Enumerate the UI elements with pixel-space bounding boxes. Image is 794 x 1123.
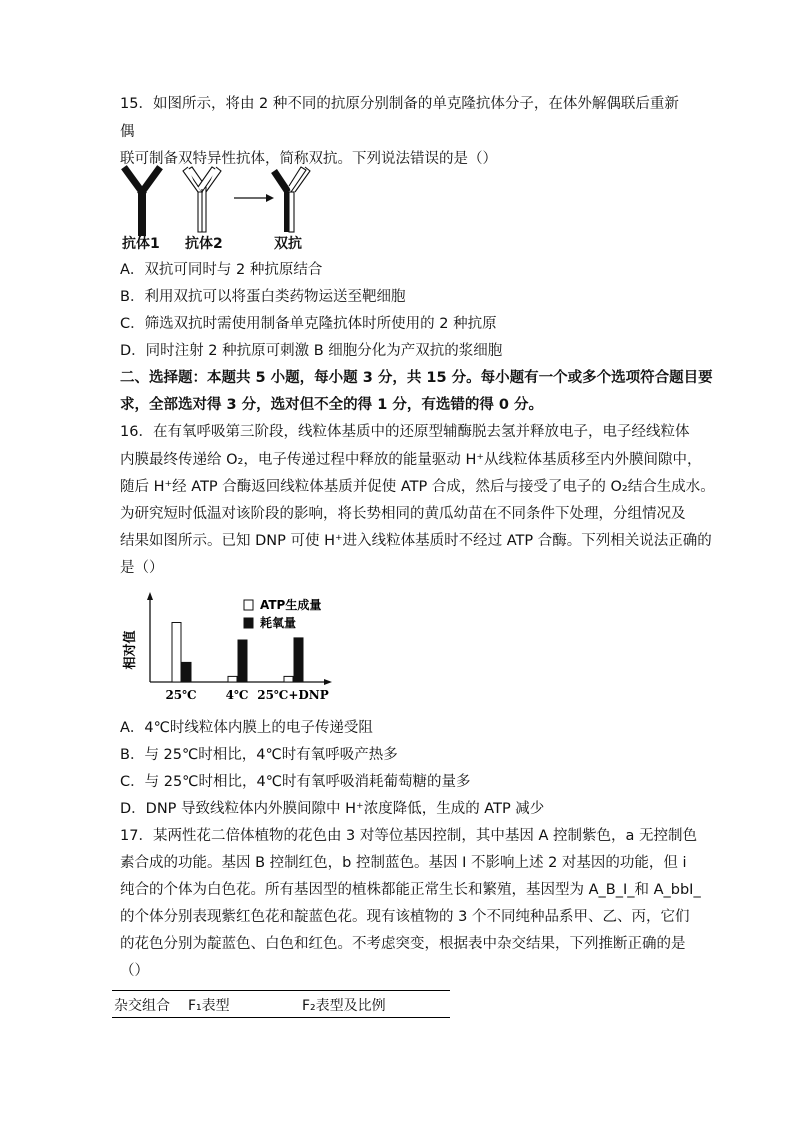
antibody-1-icon [123, 170, 161, 232]
q15-option-b: B．利用双抗可以将蛋白类药物运送至靶细胞 [120, 289, 406, 305]
x-tick-label: 25℃+DNP [257, 688, 329, 702]
arrow-right-icon [234, 194, 274, 202]
q16-stem-line: 结果如图所示。已知 DNP 可使 H⁺进入线粒体基质时不经过 ATP 合酶。下列相关说法正确的 [120, 533, 712, 549]
q17-stem-line: 的花色分别为靛蓝色、白色和红色。不考虑突变，根据表中杂交结果，下列推断正确的是 [120, 936, 686, 952]
antibody-2-icon [183, 167, 221, 232]
chart-y-axis-label: 相对值 [123, 630, 138, 670]
q16-stem-line: 随后 H⁺经 ATP 合酶返回线粒体基质并促使 ATP 合成，然后与接受了电子的 O₂结合生成水。 [120, 479, 715, 495]
cross-results-table [112, 990, 450, 1018]
q15-stem-line: 联可制备双特异性抗体，简称双抗。下列说法错误的是（） [120, 151, 497, 167]
bar-oxygen-1 [182, 662, 191, 682]
bar-oxygen-2 [238, 640, 247, 682]
q16-stem-line: 内膜最终传递给 O₂，电子传递过程中释放的能量驱动 H⁺从线粒体基质移至内外膜间隙中， [120, 452, 702, 468]
q16-option-b: B．与 25℃时相比，4℃时有氧呼吸产热多 [120, 747, 398, 763]
bar-atp-2 [228, 676, 237, 682]
table-header-rule [112, 1017, 450, 1018]
section-2-heading-line2: 求，全部选对得 3 分，选对但不全的得 1 分，有选错的得 0 分。 [120, 397, 544, 413]
table-header-row [112, 991, 450, 1017]
legend-swatch [244, 600, 253, 610]
atp-oxygen-chart [112, 588, 342, 706]
q16-stem-line: 为研究短时低温对该阶段的影响，将长势相同的黄瓜幼苗在不同条件下处理，分组情况及 [120, 506, 686, 522]
q17-stem-tail: （） [120, 963, 149, 979]
bar-atp-3 [284, 676, 293, 682]
q16-stem-line: 16．在有氧呼吸第三阶段，线粒体基质中的还原型辅酶脱去氢并释放电子，电子经线粒体 [120, 424, 690, 440]
x-tick-label: 4℃ [225, 688, 249, 702]
q16-stem-line: 是（） [120, 560, 164, 576]
legend-swatch [244, 618, 253, 628]
chart-y-axis-arrow [147, 592, 153, 600]
table-header-cross: 杂交组合 [114, 998, 170, 1014]
q17-stem-line: 纯合的个体为白色花。所有基因型的植株都能正常生长和繁殖，基因型为 A_B_I_和 A_bbI_ [120, 882, 701, 898]
q15-option-a: A．双抗可同时与 2 种抗原结合 [120, 262, 323, 278]
q17-stem-line: 的个体分别表现紫红色花和靛蓝色花。现有该植物的 3 个不同纯种品系甲、乙、丙，它们 [120, 909, 690, 925]
figure-label-antibody-1: 抗体1 [122, 236, 160, 252]
q17-stem-line: 素合成的功能。基因 B 控制红色，b 控制蓝色。基因 I 不影响上述 2 对基因的功能，但 i [120, 855, 687, 871]
x-tick-label: 25℃ [165, 688, 197, 702]
table-header-f1: F₁表型 [188, 998, 230, 1014]
q16-option-d: D．DNP 导致线粒体内外膜间隙中 H⁺浓度降低，生成的 ATP 减少 [120, 801, 545, 817]
table-header-f2: F₂表型及比例 [302, 998, 386, 1014]
figure-label-bispecific: 双抗 [274, 236, 302, 252]
q17-stem-line: 17．某两性花二倍体植物的花色由 3 对等位基因控制，其中基因 A 控制紫色，a 无控制色 [120, 828, 698, 844]
legend-label: ATP生成量 [260, 598, 322, 612]
section-2-heading-line1: 二、选择题：本题共 5 小题，每小题 3 分，共 15 分。每小题有一个或多个选项符合题目要 [120, 370, 713, 386]
legend-label: 耗氧量 [260, 616, 297, 630]
q16-option-a: A．4℃时线粒体内膜上的电子传递受阻 [120, 720, 373, 736]
q15-stem-line: 15．如图所示，将由 2 种不同的抗原分别制备的单克隆抗体分子，在体外解偶联后重新偶 [120, 96, 679, 140]
q16-option-c: C．与 25℃时相比，4℃时有氧呼吸消耗葡萄糖的量多 [120, 774, 471, 790]
bar-oxygen-3 [294, 638, 303, 682]
q15-option-c: C．筛选双抗时需使用制备单克隆抗体时所使用的 2 种抗原 [120, 316, 497, 332]
q15-option-d: D．同时注射 2 种抗原可刺激 B 细胞分化为产双抗的浆细胞 [120, 343, 503, 359]
bar-atp-1 [172, 623, 181, 683]
bispecific-antibody-icon [271, 167, 310, 232]
chart-x-axis-arrow [324, 679, 332, 685]
figure-label-antibody-2: 抗体2 [185, 236, 223, 252]
